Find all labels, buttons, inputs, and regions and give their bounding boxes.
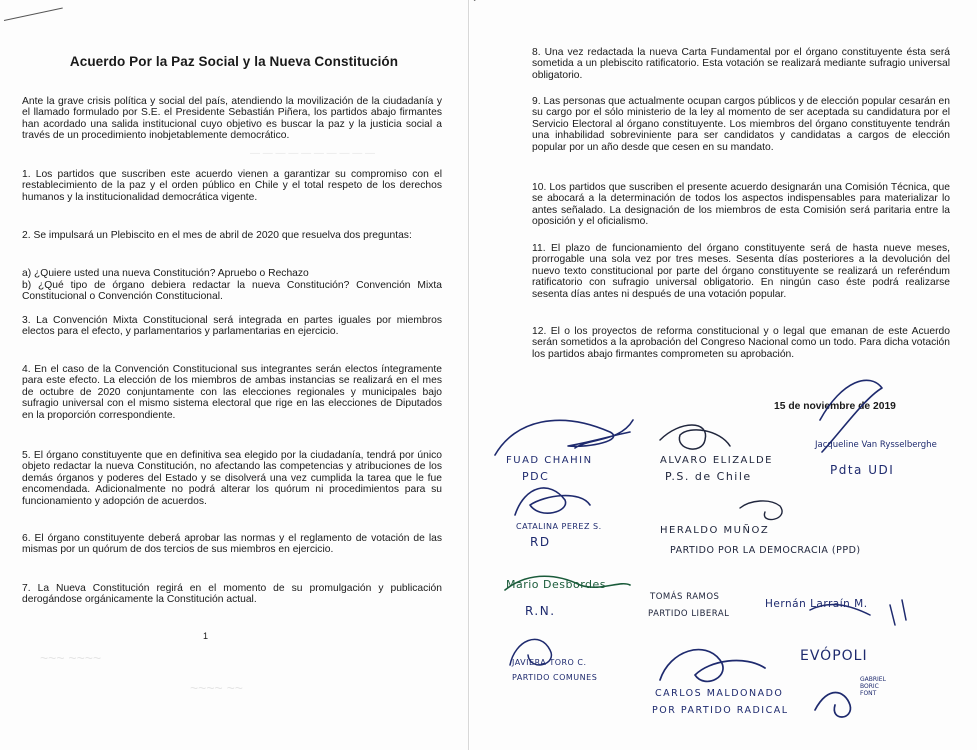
signature-name: Hernán Larraín M. (765, 598, 868, 610)
bleed-through-text: — — — — — — — — — — (250, 148, 376, 159)
bleed-through-signature: ~~~~ ~~ (190, 680, 243, 696)
signature-party: PDC (522, 470, 550, 483)
signature-name: TOMÁS RAMOS (650, 592, 720, 602)
clause-11: 11. El plazo de funcionamiento del órgano constituyente será de hasta nueve meses, prorrogable una sola vez por tres meses. Sesenta días posteriores a la devolución del nuevo texto constitucional por parte del órgano constituyente se realizará un referéndum ratificatorio con sufragio universal obligatorio. En ningún caso éste podrá realizarse sesenta días antes ni después de una votación popular. (532, 243, 950, 300)
signing-date: 15 de noviembre de 2019 (774, 401, 896, 412)
signature-party: Pdta UDI (830, 463, 895, 477)
signature-party: R.N. (525, 604, 556, 618)
clause-2a: a) ¿Quiere usted una nueva Constitución? Apruebo o Rechazo (22, 268, 309, 279)
clause-1: 1. Los partidos que suscriben este acuerdo vienen a garantizar su compromiso con el restablecimiento de la paz y el orden público en Chile y el total respeto de los derechos humanos y la institucionalidad democrática vigente. (22, 169, 442, 203)
signature-party: POR PARTIDO RADICAL (652, 705, 789, 716)
signature-name: CARLOS MALDONADO (655, 688, 784, 699)
signature-name: CATALINA PEREZ S. (516, 522, 602, 531)
signature-party: EVÓPOLI (800, 648, 868, 664)
clause-2b: b) ¿Qué tipo de órgano debiera redactar la nueva Constitución? Convención Mixta Constitucional o Convención Constitucional. (22, 280, 442, 303)
right-page (470, 0, 977, 750)
clause-12: 12. El o los proyectos de reforma constitucional y o legal que emanan de este Acuerdo serán sometidos a la aprobación del Congreso Nacional como un todo. Para dicha votación los partidos abajo firmantes comprometen su aprobación. (532, 326, 950, 360)
signature-name: HERALDO MUÑOZ (660, 525, 770, 536)
page-number: 1 (203, 631, 209, 641)
signature-name: Jacqueline Van Rysselberghe (815, 440, 937, 450)
clause-3: 3. La Convención Mixta Constitucional será integrada en partes iguales por miembros electos para el efecto, y parlamentarios y parlamentarias en ejercicio. (22, 315, 442, 338)
signature-party: RD (530, 535, 551, 549)
signature-party: PARTIDO POR LA DEMOCRACIA (PPD) (670, 545, 861, 556)
clause-7: 7. La Nueva Constitución regirá en el momento de su promulgación y publicación derogándose orgánicamente la Constitución actual. (22, 583, 442, 606)
left-page (0, 0, 468, 750)
signature-name: Mario Desbordes (506, 578, 607, 591)
clause-4: 4. En el caso de la Convención Constitucional sus integrantes serán electos íntegramente para este efecto. La elección de los miembros de ambas instancias se realizará en el mes de octubre de 2020 conjuntamente con las elecciones regionales y municipales bajo sufragio universal con el mismo sistema electoral que rige en las elecciones de Diputados en la proporción correspondiente. (22, 364, 442, 421)
bleed-through-signature: ~~~ ~~~~ (40, 650, 102, 666)
clause-10: 10. Los partidos que suscriben el presente acuerdo designarán una Comisión Técnica, que se abocará a la determinación de todos los aspectos indispensables para materializar lo antes señalado. La designación de los miembros de esta Comisión será paritaria entre la oposición y el oficialismo. (532, 182, 950, 228)
signature-name: GABRIEL BORIC FONT (860, 676, 886, 697)
intro-paragraph: Ante la grave crisis política y social del país, atendiendo la movilización de la ciudadanía y el llamado formulado por S.E. el Presidente Sebastián Piñera, los partidos abajo firmantes han acordado una salida institucional cuyo objetivo es buscar la paz y la justicia social a través de un procedimiento inobjetablemente democrático. (22, 96, 442, 142)
signature-name: JAVIERA TORO C. (512, 658, 587, 667)
signature-name: ALVARO ELIZALDE (660, 455, 773, 466)
clause-2: 2. Se impulsará un Plebiscito en el mes de abril de 2020 que resuelva dos preguntas: (22, 230, 412, 241)
clause-9: 9. Las personas que actualmente ocupan cargos públicos y de elección popular cesarán en su cargo por el sólo ministerio de la ley al momento de ser aceptada su candidatura por el Servicio Electoral al órgano constituyente. Los miembros del órgano constituyente tendrán una inhabilidad sobreviniente para ser candidatos y candidatas a cargos de elección popular por un año desde que cesen en su mandato. (532, 96, 950, 153)
scan-mark (4, 8, 63, 21)
clause-8: 8. Una vez redactada la nueva Carta Fundamental por el órgano constituyente ésta será sometida a un plebiscito ratificatorio. Esta votación se realizará mediante sufragio universal obligatorio. (532, 47, 950, 81)
clause-6: 6. El órgano constituyente deberá aprobar las normas y el reglamento de votación de las mismas por un quórum de dos tercios de sus miembros en ejercicio. (22, 533, 442, 556)
signature-name: FUAD CHAHIN (506, 455, 593, 466)
document-title: Acuerdo Por la Paz Social y la Nueva Constitución (69, 54, 399, 69)
signature-party: P.S. de Chile (665, 470, 752, 483)
signatures-drawing (470, 0, 977, 750)
signature-party: PARTIDO COMUNES (512, 673, 598, 682)
signature-party: PARTIDO LIBERAL (648, 609, 730, 619)
clause-5: 5. El órgano constituyente que en definitiva sea elegido por la ciudadanía, tendrá por único objeto redactar la nueva Constitución, no afectando las competencias y atribuciones de los demás órganos y poderes del Estado y se disolverá una vez cumplida la tarea que le fue encomendada. Adicionalmente no podrá alterar los quórum ni procedimientos para su funcionamiento y adopción de acuerdos. (22, 450, 442, 507)
